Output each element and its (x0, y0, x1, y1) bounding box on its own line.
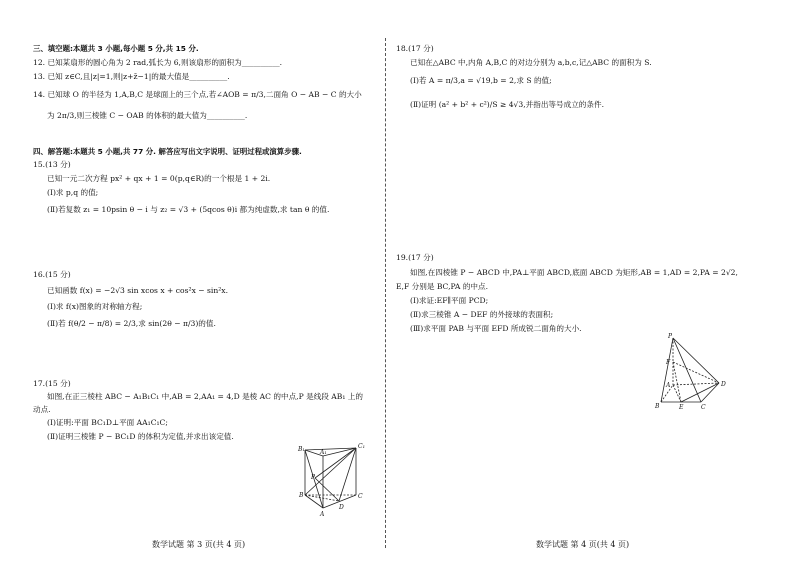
page-3 (0, 0, 384, 579)
question-19-part2: (Ⅱ)求三棱锥 A − DEF 的外接球的表面积; (410, 310, 554, 319)
label-a: A (320, 511, 325, 518)
section-3-heading: 三、填空题:本题共 3 小题,每小题 5 分,共 15 分. (33, 44, 199, 53)
question-15-stem: 已知一元二次方程 px² + qx + 1 = 0(p,q∈R)的一个根是 1 + 2i. (47, 174, 271, 183)
question-17-stem-line2: 动点. (33, 405, 51, 414)
question-18-part1: (Ⅰ)若 A = π/3,a = √19,b = 2,求 S 的值; (410, 76, 552, 85)
label-e: E (679, 404, 684, 410)
question-19-stem-line1: 如图,在四棱锥 P − ABCD 中,PA⊥平面 ABCD,底面 ABCD 为矩形,AB = 1,AD = 2,PA = 2√2, (410, 268, 738, 277)
page-4 (386, 0, 800, 579)
label-f: F (666, 359, 671, 366)
question-16-part2: (Ⅱ)若 f(θ/2 − π/8) = 2/3,求 sin(2θ − π/3)的值. (47, 319, 216, 328)
question-19-part1: (Ⅰ)求证:EF∥平面 PCD; (410, 296, 489, 305)
label-c: C (701, 404, 706, 410)
page-3-footer: 数学试题 第 3 页(共 4 页) (152, 540, 246, 549)
label-p: P (311, 474, 316, 481)
question-15-part2: (Ⅱ)若复数 z₁ = 10psin θ − i 与 z₂ = √3 + (5qcos θ)i 都为纯虚数,求 tan θ 的值. (47, 205, 330, 214)
question-15-part1: (Ⅰ)求 p,q 的值; (47, 188, 99, 197)
label-b1: B₁ (298, 446, 305, 453)
label-a: A (666, 382, 671, 389)
question-16-stem: 已知函数 f(x) = −2√3 sin xcos x + cos²x − sin²x. (47, 286, 228, 295)
label-b: B (655, 403, 660, 410)
question-17-part1: (Ⅰ)证明:平面 BC₁D⊥平面 AA₁C₁C; (47, 418, 168, 427)
question-19-heading: 19.(17 分) (396, 253, 434, 262)
label-p: P (668, 333, 673, 340)
question-19-part3: (Ⅲ)求平面 PAB 与平面 EFD 所成锐二面角的大小. (410, 324, 582, 333)
page-4-footer: 数学试题 第 4 页(共 4 页) (536, 540, 630, 549)
question-14-line2: 为 2π/3,则三棱锥 C − OAB 的体积的最大值为__________. (47, 111, 248, 120)
label-d: D (721, 381, 726, 388)
question-13: 13. 已知 z∈C,且|z|=1,则|z+z̄−1|的最大值是__________. (33, 72, 230, 81)
question-12: 12. 已知某扇形的圆心角为 2 rad,弧长为 6,则该扇形的面积为__________. (33, 58, 283, 67)
pyramid-figure (651, 330, 731, 410)
question-16-part1: (Ⅰ)求 f(x)图象的对称轴方程; (47, 302, 143, 311)
label-c1: C₁ (358, 443, 365, 450)
question-19-stem-line2: E,F 分别是 BC,PA 的中点. (396, 282, 489, 291)
label-d: D (339, 504, 344, 511)
question-17-stem-line1: 如图,在正三棱柱 ABC − A₁B₁C₁ 中,AB = 2,AA₁ = 4,D 是棱 AC 的中点,P 是线段 AB₁ 上的 (47, 392, 363, 401)
triangular-prism-figure (293, 440, 373, 520)
label-a1: A₁ (320, 449, 327, 456)
question-15-heading: 15.(13 分) (33, 160, 71, 169)
question-18-stem: 已知在△ABC 中,内角 A,B,C 的对边分别为 a,b,c,记△ABC 的面积为 S. (410, 58, 652, 67)
question-14-line1: 14. 已知球 O 的半径为 1,A,B,C 是球面上的三个点,若∠AOB = π/3,二面角 O − AB − C 的大小 (33, 90, 362, 99)
question-18-part2: (Ⅱ)证明 (a² + b² + c²)/S ≥ 4√3,并指出等号成立的条件. (410, 100, 604, 109)
question-17-heading: 17.(15 分) (33, 379, 71, 388)
section-4-heading: 四、解答题:本题共 5 小题,共 77 分. 解答应写出文字说明、证明过程或演算步骤. (33, 147, 302, 156)
question-16-heading: 16.(15 分) (33, 270, 71, 279)
label-b: B (299, 492, 304, 499)
question-18-heading: 18.(17 分) (396, 44, 434, 53)
question-17-part2: (Ⅱ)证明三棱锥 P − BC₁D 的体积为定值,并求出该定值. (47, 432, 234, 441)
label-c: C (358, 493, 363, 500)
